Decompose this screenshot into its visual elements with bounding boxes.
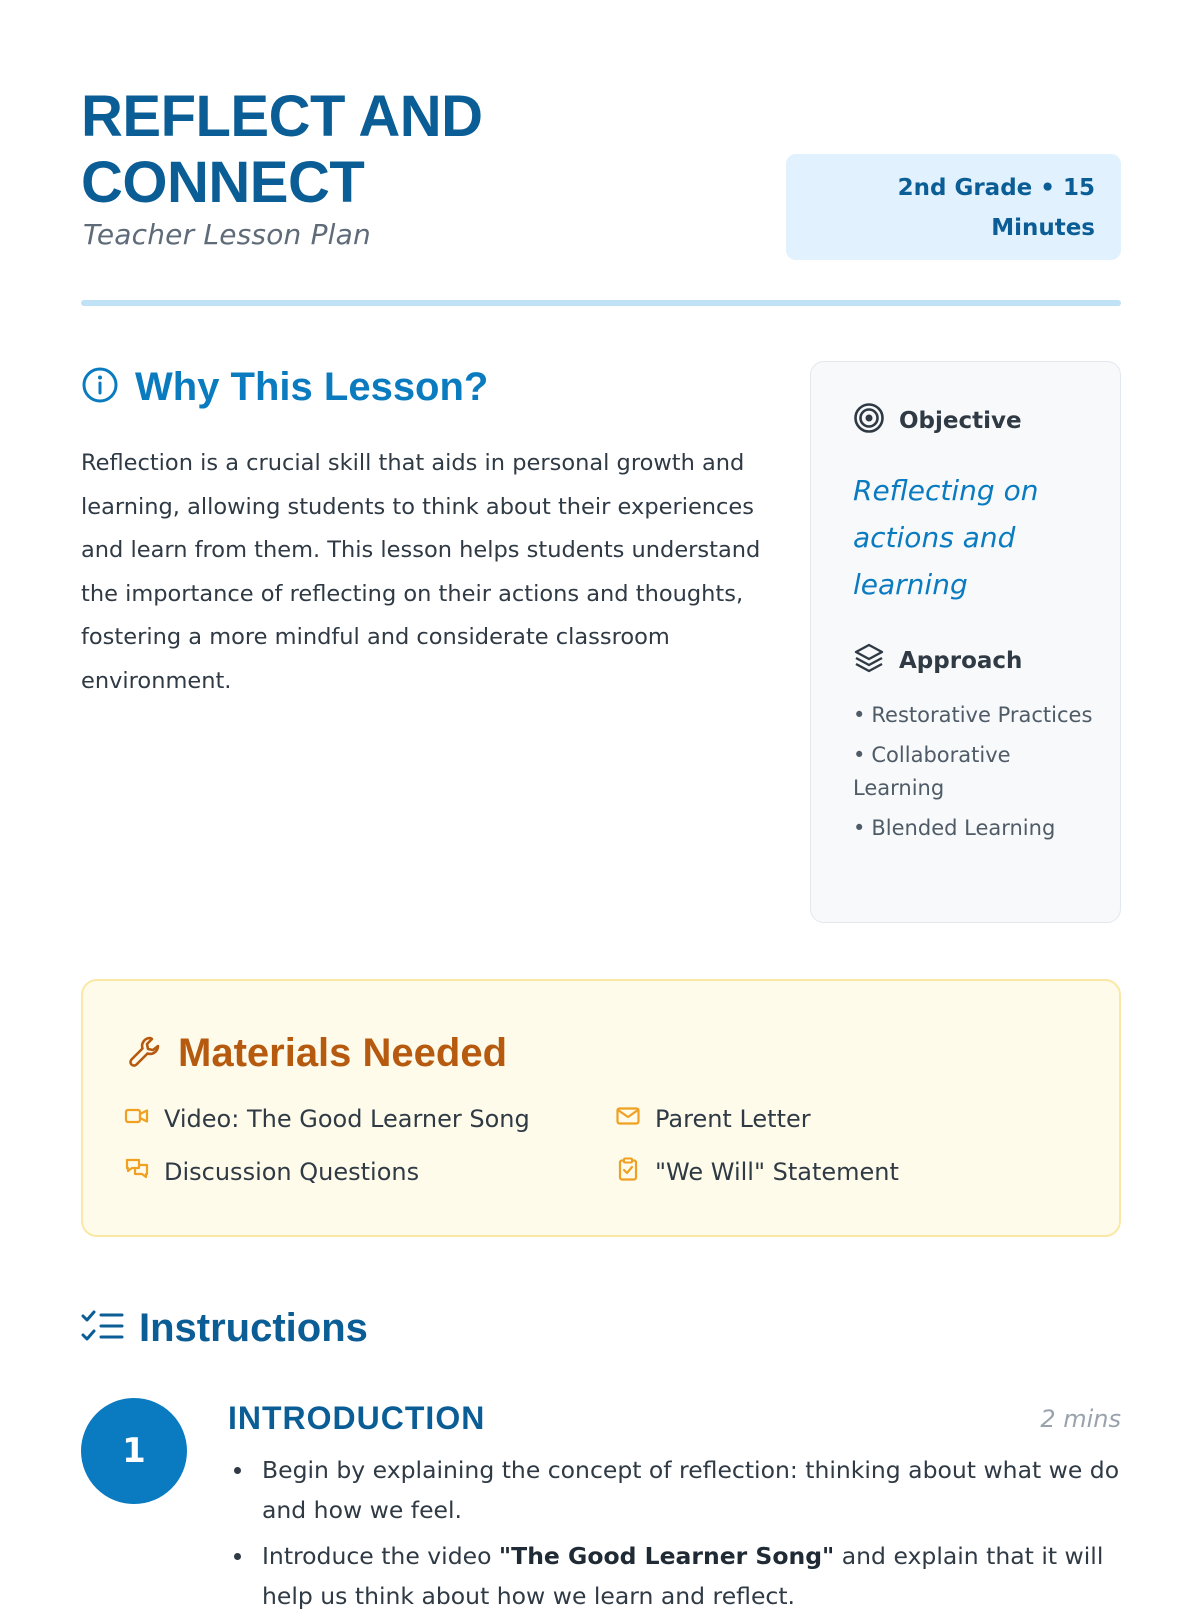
approach-list — [853, 699, 1093, 852]
page-title — [81, 84, 641, 216]
material-item-discussion: Discussion Questions — [124, 1156, 419, 1188]
approach-item: • Collaborative Learning — [853, 743, 1011, 800]
materials-card — [81, 979, 1121, 1237]
step-bullet: Begin by explaining the concept of reflection: thinking about what we do and how we feel. — [228, 1450, 1128, 1530]
grade-badge-line-1: 2nd Grade • 15 — [897, 175, 1095, 201]
objective-text: Reflecting on actions and learning — [853, 474, 1039, 601]
step-title: INTRODUCTION — [228, 1400, 486, 1436]
layers-icon — [853, 642, 899, 680]
target-icon — [853, 402, 899, 440]
title-line-1: REFLECT AND — [81, 84, 483, 149]
title-line-2: CONNECT — [81, 150, 365, 215]
material-item-video: Video: The Good Learner Song — [124, 1103, 530, 1135]
objective-approach-card — [810, 361, 1121, 923]
instructions-title: Instructions — [139, 1306, 368, 1350]
video-icon — [124, 1103, 164, 1135]
checklist-icon — [81, 1307, 139, 1351]
objective-heading — [853, 402, 1022, 440]
approach-label: Approach — [899, 648, 1023, 674]
materials-title: Materials Needed — [178, 1031, 508, 1075]
instructions-heading — [81, 1306, 368, 1351]
clipboard-check-icon — [615, 1156, 655, 1188]
material-item-parent-letter: Parent Letter — [615, 1103, 811, 1135]
objective-label: Objective — [899, 408, 1022, 434]
chat-icon — [124, 1156, 164, 1188]
grade-duration-badge — [786, 154, 1121, 260]
approach-heading — [853, 642, 1022, 680]
mail-icon — [615, 1103, 655, 1135]
header-divider — [81, 300, 1121, 306]
step-number-badge: 1 — [81, 1398, 187, 1504]
video-title-emphasis: "The Good Learner Song" — [498, 1542, 835, 1570]
step-duration: 2 mins — [1040, 1405, 1121, 1433]
step-bullet-list — [228, 1450, 1128, 1622]
materials-heading — [126, 1031, 507, 1076]
info-icon — [81, 366, 135, 408]
why-section-title: Why This Lesson? — [135, 364, 489, 409]
lesson-plan-page — [81, 0, 1121, 1610]
approach-item: • Blended Learning — [853, 816, 1056, 840]
approach-item: • Restorative Practices — [853, 703, 1093, 727]
grade-badge-line-2: Minutes — [991, 215, 1095, 241]
wrench-icon — [126, 1033, 178, 1075]
why-section-body: Reflection is a crucial skill that aids in personal growth and learning, allowing students to think about their experiences and learn from them. This lesson helps students understand the importance of reflecting on their actions and thoughts, fostering a more mindful and considerate classroom environment. — [81, 450, 761, 694]
step-bullet: Introduce the video "The Good Learner Song" and explain that it will help us think about how we learn and reflect. — [228, 1536, 1128, 1616]
material-item-we-will: "We Will" Statement — [615, 1156, 899, 1188]
why-section-heading — [81, 362, 488, 412]
page-subtitle: Teacher Lesson Plan — [83, 218, 371, 251]
